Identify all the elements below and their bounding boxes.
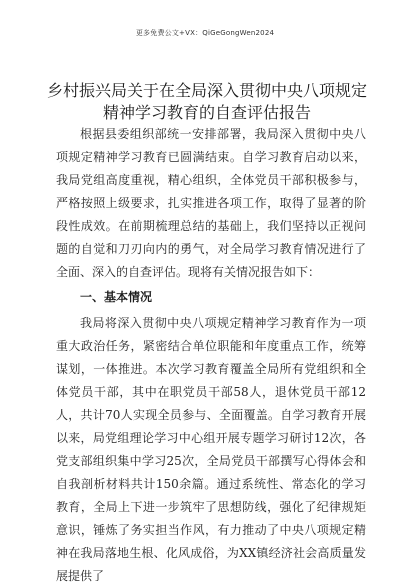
intro-paragraph: 根据县委组织部统一安排部署，我局深入贯彻中央八项规定精神学习教育已圆满结束。自学习教育启动以来，我局党组高度重视，精心组织，全体党员干部积极参与，严格按照上级要求，扎实推进各项工作，取得了显著的阶段性成效。在前期梳理总结的基础上，我们坚持以正视问题的自觉和刀刃向内的勇气，对全局学习教育情况进行了全面、深入的自查评估。现将有关情况报告如下： (56, 127, 366, 279)
document-body (56, 123, 366, 588)
document-title: 乡村振兴局关于在全局深入贯彻中央八项规定精神学习教育的自查评估报告 (46, 81, 367, 122)
section-heading-basic-situation: 一、基本情况 (80, 290, 153, 304)
header-note: 更多免费公文+VX：QiGeGongWen2024 (135, 29, 275, 37)
basic-situation-paragraph: 我局将深入贯彻中央八项规定精神学习教育作为一项重大政治任务，紧密结合单位职能和年度重点工作，统筹谋划，一体推进。本次学习教育覆盖全局所有党组织和全体党员干部，其中在职党员干部58人，退休党员干部12人，共计70人实现全员参与、全面覆盖。自学习教育开展以来，局党组理论学习中心组开展专题学习研讨12次，各党支部组织集中学习25次，全局党员干部撰写心得体会和自我剖析材料共计150余篇。通过系统性、常态化的学习教育，全局上下进一步筑牢了思想防线，强化了纪律规矩意识，锤炼了务实担当作风，有力推动了中央八项规定精神在我局落地生根、化风成俗，为XX镇经济社会高质量发展提供了 (56, 316, 366, 583)
